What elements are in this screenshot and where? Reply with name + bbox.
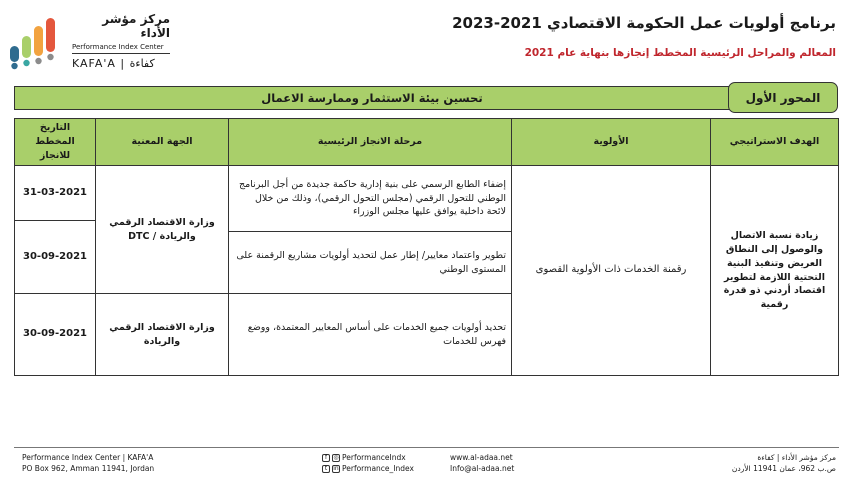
logo-arabic-name: مركز مؤشر الأداء bbox=[102, 12, 170, 40]
instagram-icon: ◎ bbox=[333, 454, 339, 461]
header-entity: الجهة المعنية bbox=[95, 118, 229, 166]
page-subtitle: المعالم والمراحل الرئيسية المخطط إنجازها بنهاية عام 2021 bbox=[524, 47, 836, 59]
milestone-cell-3: تحديد أولويات جميع الخدمات على أساس المعايير المعتمدة، ووضع فهرس للخدمات bbox=[228, 293, 512, 376]
page-title: برنامج أولويات عمل الحكومة الاقتصادي 2021-2023 bbox=[452, 14, 836, 32]
entity-cell-2: وزارة الاقتصاد الرقمي والريادة bbox=[95, 293, 229, 376]
header-milestone: مرحلة الانجاز الرئيسية bbox=[228, 118, 512, 166]
footer-social-1[interactable] bbox=[322, 453, 414, 464]
footer-org-name-ar: مركز مؤشر الأداء | كفاءة bbox=[757, 453, 836, 462]
entity-cell-1: وزارة الاقتصاد الرقمي والريادة / DTC bbox=[95, 165, 229, 294]
logo-mark bbox=[8, 16, 70, 70]
logo-english-name: Performance Index Center bbox=[72, 43, 170, 54]
footer-address: PO Box 962, Amman 11941, Jordan bbox=[22, 463, 155, 473]
footer-org-name: Performance Index Center | KAFA'A bbox=[22, 453, 154, 462]
facebook-icon: f bbox=[322, 454, 330, 462]
date-cell-2: 30-09-2021 bbox=[14, 220, 96, 294]
footer-contact bbox=[450, 453, 514, 475]
logo bbox=[4, 10, 169, 70]
milestones-table bbox=[14, 118, 839, 376]
header-goal: الهدف الاستراتيجي bbox=[710, 118, 839, 166]
footer-social-2-label: Performance_Index bbox=[342, 463, 414, 473]
header-date: التاريخ المخطط للانجاز bbox=[14, 118, 96, 166]
footer-social-2[interactable] bbox=[322, 464, 414, 475]
footer-left bbox=[22, 453, 154, 475]
linkedin-icon: in bbox=[333, 464, 339, 472]
footer-web-link[interactable]: www.al-adaa.net bbox=[450, 453, 513, 462]
milestone-cell-2: تطوير واعتماد معايير/ إطار عمل لتحديد أولويات مشاريع الرقمنة على المستوى الوطني bbox=[228, 231, 512, 294]
footer-divider bbox=[14, 447, 839, 448]
logo-kafaa: KAFA'A | كفاءة bbox=[72, 57, 155, 70]
date-cell-3: 30-09-2021 bbox=[14, 293, 96, 376]
strategic-goal-cell: زيادة نسبة الاتصال والوصول إلى النطاق العريض وتنفيذ البنية التحتية اللازمة لتطوير اقتصاد أردني ذو قدرة رقمية bbox=[710, 165, 839, 376]
footer-email-link[interactable]: Info@al-adaa.net bbox=[450, 463, 515, 473]
twitter-icon: t bbox=[322, 465, 330, 473]
footer-right bbox=[732, 453, 836, 475]
priority-cell: رقمنة الخدمات ذات الأولوية القصوى bbox=[511, 165, 711, 376]
axis-title-bar: تحسين بيئة الاستثمار وممارسة الاعمال bbox=[14, 86, 730, 110]
header-priority: الأولوية bbox=[511, 118, 711, 166]
milestone-cell-1: إضفاء الطابع الرسمي على بنية إدارية حاكمة جديدة من أجل البرنامج الوطني للتحول الرقمي (مجلس التحول الرقمي)، وذلك من خلال لائحة داخلية يوافق عليها مجلس الوزراء bbox=[228, 165, 512, 232]
footer-social bbox=[322, 453, 414, 475]
footer-address-ar: ص.ب 962، عمان 11941 الأردن bbox=[731, 463, 836, 473]
footer-social-1-label: PerformanceIndx bbox=[342, 453, 406, 462]
axis-tag: المحور الأول bbox=[728, 82, 838, 113]
date-cell-1: 31-03-2021 bbox=[14, 165, 96, 221]
